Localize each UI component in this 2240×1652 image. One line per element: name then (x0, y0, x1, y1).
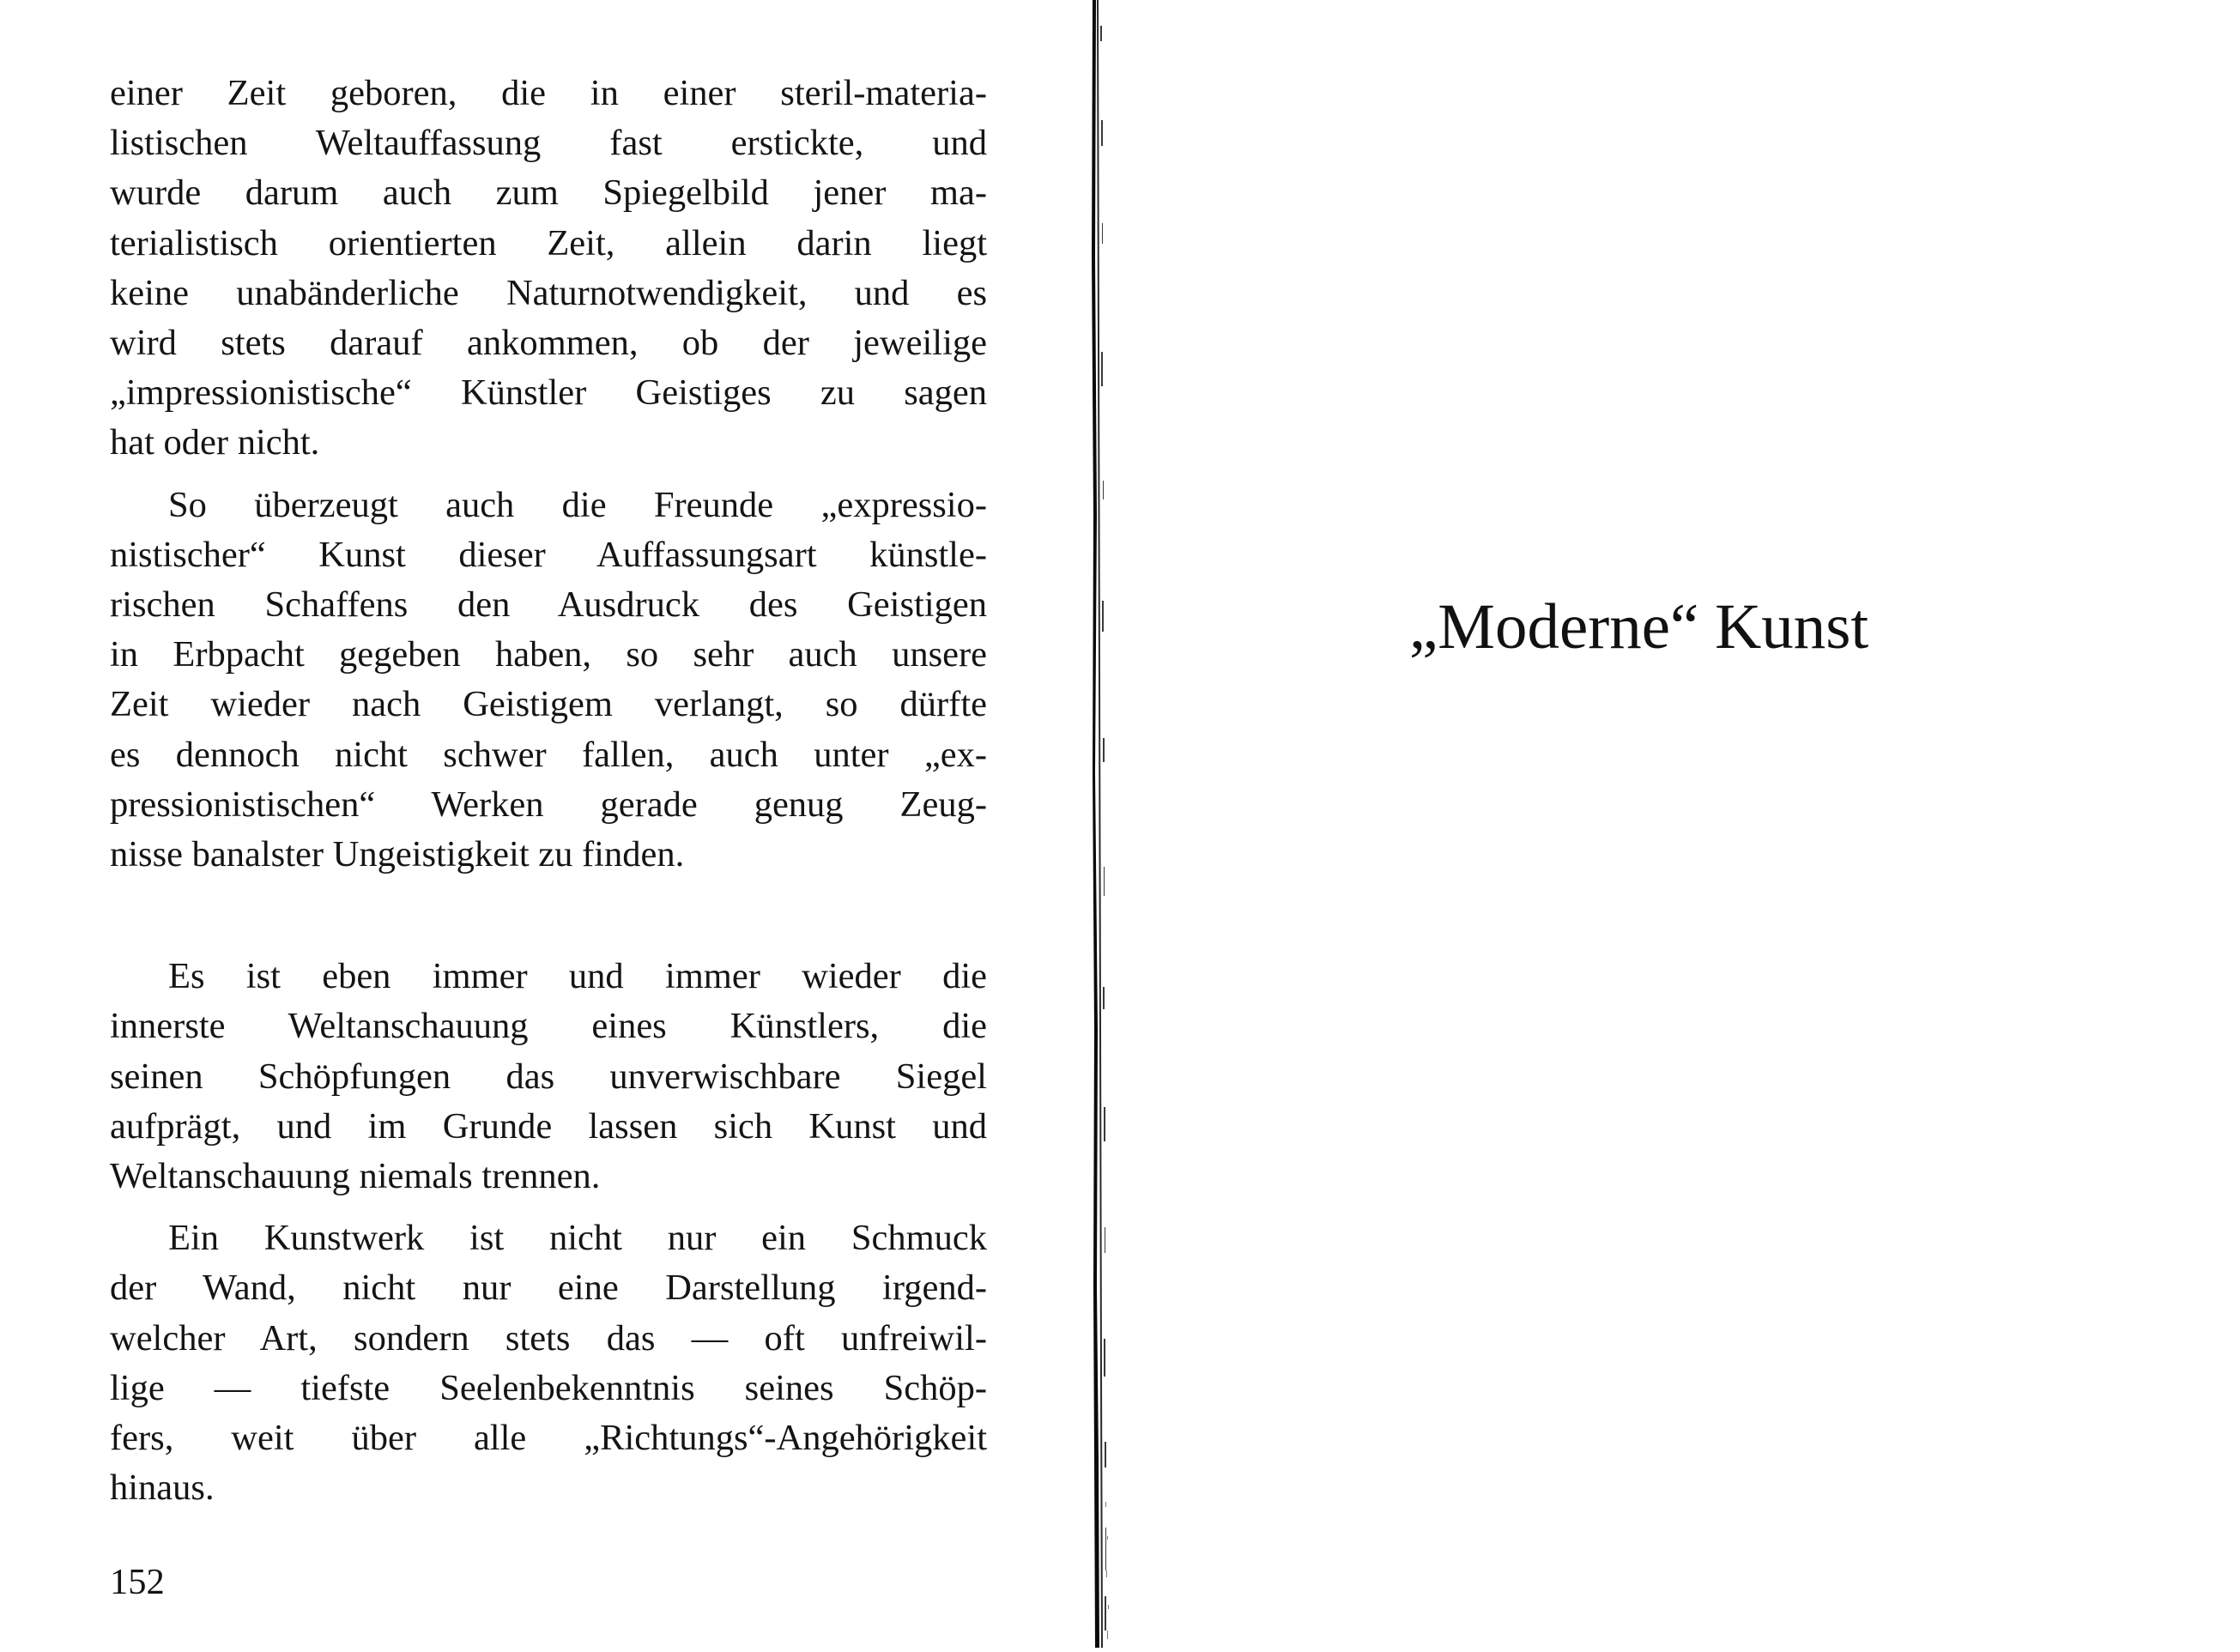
paragraph-line: welcher Art, sondern stets das — oft unfreiwil- (110, 1317, 987, 1359)
left-page (0, 0, 1103, 1648)
paragraph-line: wird stets darauf ankommen, ob der jeweilige (110, 323, 987, 364)
paragraph-line: in Erbpacht gegeben haben, so sehr auch unsere (110, 634, 987, 675)
paragraph-line: Weltanschauung niemals trennen. (110, 1156, 601, 1197)
paragraph-line: hat oder nicht. (110, 422, 320, 463)
right-page (1129, 0, 2240, 1648)
paragraph-line: So überzeugt auch die Freunde „expressio- (168, 484, 987, 525)
paragraph-line: wurde darum auch zum Spiegelbild jener ma- (110, 172, 987, 214)
paragraph-line: nisse banalster Ungeistigkeit zu finden. (110, 834, 685, 875)
paragraph-line: lige — tiefste Seelenbekenntnis seines Schöp- (110, 1367, 987, 1408)
paragraph-line: keine unabänderliche Naturnotwendigkeit, und es (110, 272, 987, 313)
paragraph-line: innerste Weltanschauung eines Künstlers, die (110, 1006, 987, 1047)
page-number: 152 (110, 1562, 165, 1602)
paragraph-line: Zeit wieder nach Geistigem verlangt, so dürfte (110, 684, 987, 725)
paragraph-line: es dennoch nicht schwer fallen, auch unter „ex- (110, 734, 987, 775)
paragraph-line: hinaus. (110, 1467, 215, 1509)
paragraph-line: listischen Weltauffassung fast erstickte, und (110, 123, 987, 164)
paragraph-line: aufprägt, und im Grunde lassen sich Kunst und (110, 1105, 987, 1147)
chapter-title: „Moderne“ Kunst (1409, 591, 1869, 663)
paragraph-line: „impressionistische“ Künstler Geistiges zu sagen (110, 372, 987, 414)
paragraph-line: einer Zeit geboren, die in einer steril-materia- (110, 73, 987, 113)
paragraph-line: terialistisch orientierten Zeit, allein darin liegt (110, 222, 987, 263)
gutter-shadow-graphic (1088, 0, 1129, 1648)
paragraph-line: fers, weit über alle „Richtungs“-Angehörigkeit (110, 1418, 987, 1459)
paragraph-line: Ein Kunstwerk ist nicht nur ein Schmuck (168, 1218, 987, 1259)
body-text (110, 69, 987, 1513)
paragraph-line: rischen Schaffens den Ausdruck des Geistigen (110, 584, 987, 626)
paragraph-line: pressionistischen“ Werken gerade genug Zeug- (110, 784, 987, 825)
paragraph-line: Es ist eben immer und immer wieder die (168, 956, 987, 997)
book-gutter (1088, 0, 1129, 1648)
paragraph-line: der Wand, nicht nur eine Darstellung irgend- (110, 1268, 987, 1309)
paragraph-line: seinen Schöpfungen das unverwischbare Siegel (110, 1056, 987, 1097)
paragraph-line: nistischer“ Kunst dieser Auffassungsart künstle- (110, 534, 987, 575)
